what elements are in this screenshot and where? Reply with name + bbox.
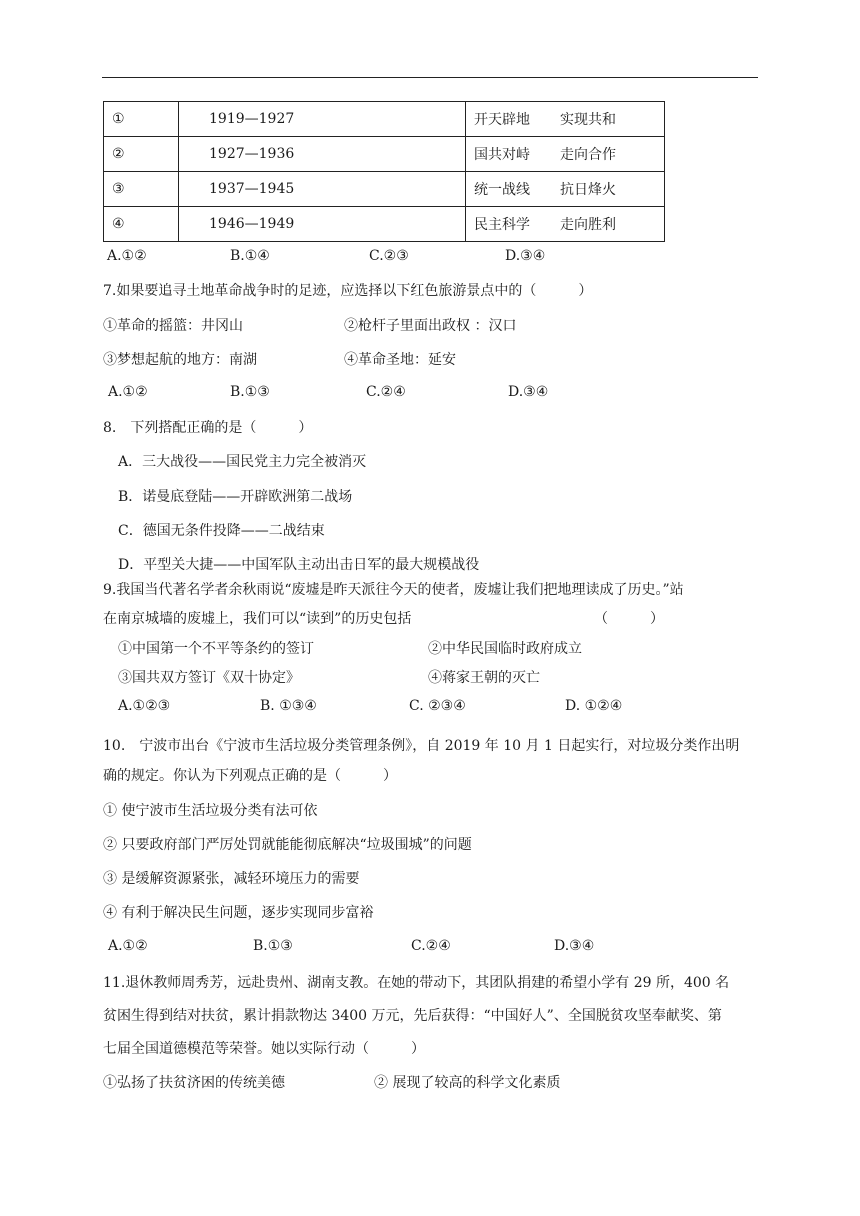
row-number: ② (104, 137, 179, 172)
row-theme: 国共对峙 走向合作 (466, 137, 665, 172)
question-8-stem: 8. 下列搭配正确的是（ ） (103, 420, 313, 436)
q7-item-2: ②枪杆子里面出政权 ：汉口 (344, 318, 517, 334)
option-d: D.③④ (554, 938, 595, 954)
q9-item-1: ①中国第一个不平等条约的签订 (118, 641, 314, 657)
q7-item-4: ④革命圣地：延安 (344, 352, 456, 368)
row-theme: 统一战线 抗日烽火 (466, 172, 665, 207)
table-row (104, 207, 665, 242)
answer-paren: （ ） (594, 611, 664, 627)
q10-item-2: ② 只要政府部门严厉处罚就能能彻底解决“垃圾围城”的问题 (103, 837, 472, 853)
q9-item-2: ②中华民国临时政府成立 (428, 641, 582, 657)
row-years: 1927—1936 (179, 137, 466, 172)
question-11-stem-line2: 贫困生得到结对扶贫，累计捐款物达 3400 万元，先后获得：“中国好人”、全国脱贫攻坚奉献奖、第 (103, 1008, 722, 1024)
option-c: C.②④ (366, 384, 406, 400)
option-a: A.①② (108, 938, 148, 954)
q8-option-c: C．德国无条件投降——二战结束 (118, 523, 325, 539)
question-9-stem-line2: 在南京城墙的废墟上，我们可以“读到”的历史包括 (103, 611, 412, 627)
option-b: B.①④ (230, 248, 270, 264)
q10-item-3: ③ 是缓解资源紧张，减轻环境压力的需要 (103, 871, 360, 887)
period-table (103, 101, 665, 242)
header-rule (102, 77, 758, 78)
row-years: 1946—1949 (179, 207, 466, 242)
option-c: C.②④ (411, 938, 451, 954)
q10-item-4: ④ 有利于解决民生问题，逐步实现同步富裕 (103, 905, 374, 921)
q9-item-4: ④蒋家王朝的灭亡 (428, 670, 540, 686)
row-years: 1919—1927 (179, 102, 466, 137)
option-a: A.①②③ (118, 698, 171, 714)
table-row (104, 172, 665, 207)
q10-item-1: ① 使宁波市生活垃圾分类有法可依 (103, 803, 318, 819)
row-number: ④ (104, 207, 179, 242)
row-number: ③ (104, 172, 179, 207)
option-d: D. ①②④ (565, 698, 623, 714)
option-c: C. ②③④ (409, 698, 466, 714)
question-7-stem: 7.如果要追寻土地革命战争时的足迹，应选择以下红色旅游景点中的（ ） (103, 283, 593, 299)
table-row (104, 137, 665, 172)
option-d: D.③④ (508, 384, 549, 400)
table-row (104, 102, 665, 137)
q9-item-3: ③国共双方签订《双十协定》 (118, 670, 300, 686)
option-b: B. ①③④ (260, 698, 317, 714)
option-a: A.①② (108, 384, 148, 400)
question-11-stem-line3: 七届全国道德模范等荣誉。她以实际行动（ ） (103, 1041, 425, 1057)
q11-item-2: ② 展现了较高的科学文化素质 (374, 1075, 561, 1091)
q7-item-1: ①革命的摇篮：井冈山 (103, 318, 243, 334)
option-d: D.③④ (505, 248, 546, 264)
row-years: 1937—1945 (179, 172, 466, 207)
option-b: B.①③ (230, 384, 270, 400)
q11-item-1: ①弘扬了扶贫济困的传统美德 (103, 1075, 285, 1091)
option-b: B.①③ (253, 938, 293, 954)
q8-option-d: D．平型关大捷——中国军队主动出击日军的最大规模战役 (118, 557, 480, 573)
q8-option-b: B．诺曼底登陆——开辟欧洲第二战场 (118, 489, 353, 505)
question-10-stem-line2: 确的规定。你认为下列观点正确的是（ ） (103, 768, 397, 784)
question-9-stem-line1: 9.我国当代著名学者余秋雨说“废墟是昨天派往今天的使者，废墟让我们把地理读成了历史。”站 (103, 582, 684, 598)
question-10-stem-line1: 10. 宁波市出台《宁波市生活垃圾分类管理条例》，自 2019 年 10 月 1 日起实行，对垃圾分类作出明 (103, 738, 740, 754)
row-number: ① (104, 102, 179, 137)
q7-item-3: ③梦想起航的地方：南湖 (103, 352, 257, 368)
option-a: A.①② (107, 248, 147, 264)
row-theme: 开天辟地 实现共和 (466, 102, 665, 137)
question-11-stem-line1: 11.退休教师周秀芳，远赴贵州、湖南支教。在她的带动下，其团队捐建的希望小学有 29 所，400 名 (103, 975, 730, 991)
option-c: C.②③ (369, 248, 409, 264)
row-theme: 民主科学 走向胜利 (466, 207, 665, 242)
q8-option-a: A．三大战役——国民党主力完全被消灭 (118, 454, 367, 470)
